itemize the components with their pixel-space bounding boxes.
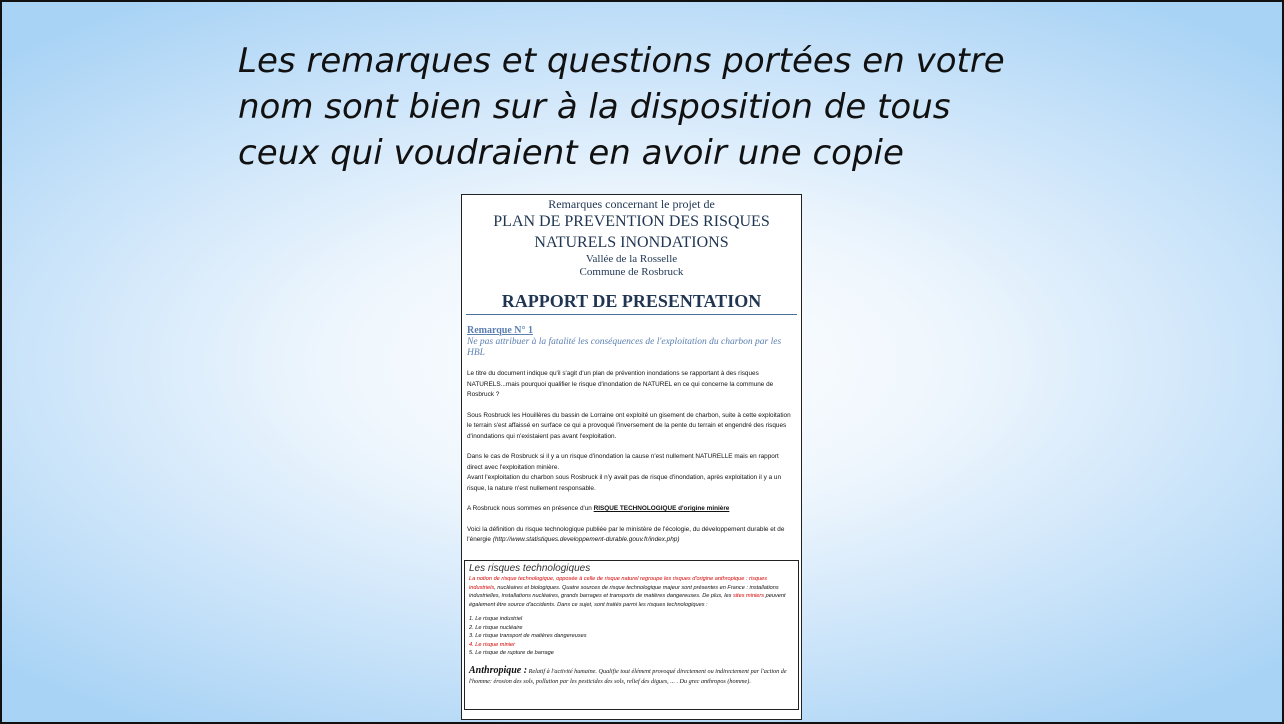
box-red-sites: sites miniers	[732, 593, 765, 599]
paragraph-5	[467, 504, 796, 515]
anthropique-text: Relatif à l'activité humaine. Qualifie tout élément provoqué directement ou indirectement par l'action de l'homme: érosion des sols, pollution par les pesticides des sols, relief des digues, ... . Du grec anthropos (homme).	[469, 667, 787, 685]
document-intro: Remarques concernant le projet de	[548, 197, 715, 211]
paragraph-4: Avant l'exploitation du charbon sous Rosbruck il n'y avait pas de risque d'inondation, après exploitation il y a un risque, la nature n'est nullement responsable.	[467, 474, 782, 492]
paragraph-5-emphasis: RISQUE TECHNOLOGIQUE d'origine minière	[593, 505, 730, 512]
document-image	[461, 194, 802, 720]
heading-line-1: Les remarques et questions portées en votre	[238, 41, 1005, 81]
list-item: 2. Le risque nucléaire	[469, 624, 523, 631]
box-text-b: peuvent également être source d'accidents. Dans ce sujet, sont traités parmi les risques technologiques :	[469, 593, 786, 608]
list-item: 3. Le risque transport de matières dangereuses	[469, 633, 587, 640]
box-text-a: , nucléaires et biologiques. Quatre sources de risque technologique majeur sont présentes en France : installations industrielles, installations nucléaires, grands barrages et transports de matières dangereuses. De plus, les	[469, 584, 779, 599]
report-title: RAPPORT DE PRESENTATION	[466, 291, 797, 315]
list-item: 5. Le risque de rupture de barrage	[469, 650, 554, 657]
heading-line-3: ceux qui voudraient en avoir une copie	[238, 133, 904, 173]
paragraph-1: Le titre du document indique qu'il s'agit d'un plan de prévention inondations se rapportant à des risques NATURELS...mais pourquoi qualifier le risque d'inondation de NATUREL en ce qui concerne la commune de Rosbruck ?	[467, 370, 774, 398]
remark-label: Remarque N° 1	[467, 325, 534, 336]
list-item: 4. Le risque minier	[469, 641, 516, 648]
box-red-intro: La notion de risque technologique, opposée à celle de risque naturel regroupe les risques d'origine anthropique : risques industriels	[469, 576, 768, 591]
box-title: Les risques technologiques	[469, 563, 591, 574]
document-valley: Vallée de la Rosselle	[585, 253, 678, 265]
risk-list	[469, 615, 794, 658]
list-item: 1. Le risque industriel	[469, 616, 523, 622]
paragraph-6-text: Voici la définition du risque technologique publiée par le ministère de l'écologie, du développement durable et de l'énergie	[467, 525, 785, 543]
anthropique-label: Anthropique :	[469, 664, 528, 676]
document-header	[462, 197, 801, 279]
remark-subtitle: Ne pas attribuer à la fatalité les conséquences de l'exploitation du charbon par les HBL	[467, 337, 782, 358]
paragraph-6	[467, 525, 796, 546]
paragraph-2: Sous Rosbruck les Houillères du bassin de Lorraine ont exploité un gisement de charbon, suite à cette exploitation le terrain s'est affaissé en surface ce qui a provoqué l'inversement de la pente du terrain et engendré des risques d'inondations qui n'existaient pas avant l'exploitation.	[467, 411, 791, 440]
paragraph-5-text: A Rosbruck nous sommes en présence d'un	[467, 505, 594, 512]
paragraph-6-url: (http://www.statistiques.developpement-durable.gouv.fr/index.php)	[492, 536, 680, 543]
definition-box	[464, 560, 799, 710]
paragraph-3: Dans le cas de Rosbruck si il y a un risque d'inondation la cause n'est nullement NATURELLE mais en rapport direct avec l'exploitation minière.	[467, 453, 779, 471]
document-commune: Commune de Rosbruck	[579, 266, 684, 278]
document-title-line-2: NATURELS INONDATIONS	[534, 234, 729, 251]
slide-heading	[238, 38, 1038, 176]
box-text	[469, 575, 794, 609]
document-title-line-1: PLAN DE PREVENTION DES RISQUES	[493, 213, 770, 230]
heading-line-2: nom sont bien sur à la disposition de tous	[238, 87, 951, 127]
anthropique-definition	[469, 666, 794, 687]
